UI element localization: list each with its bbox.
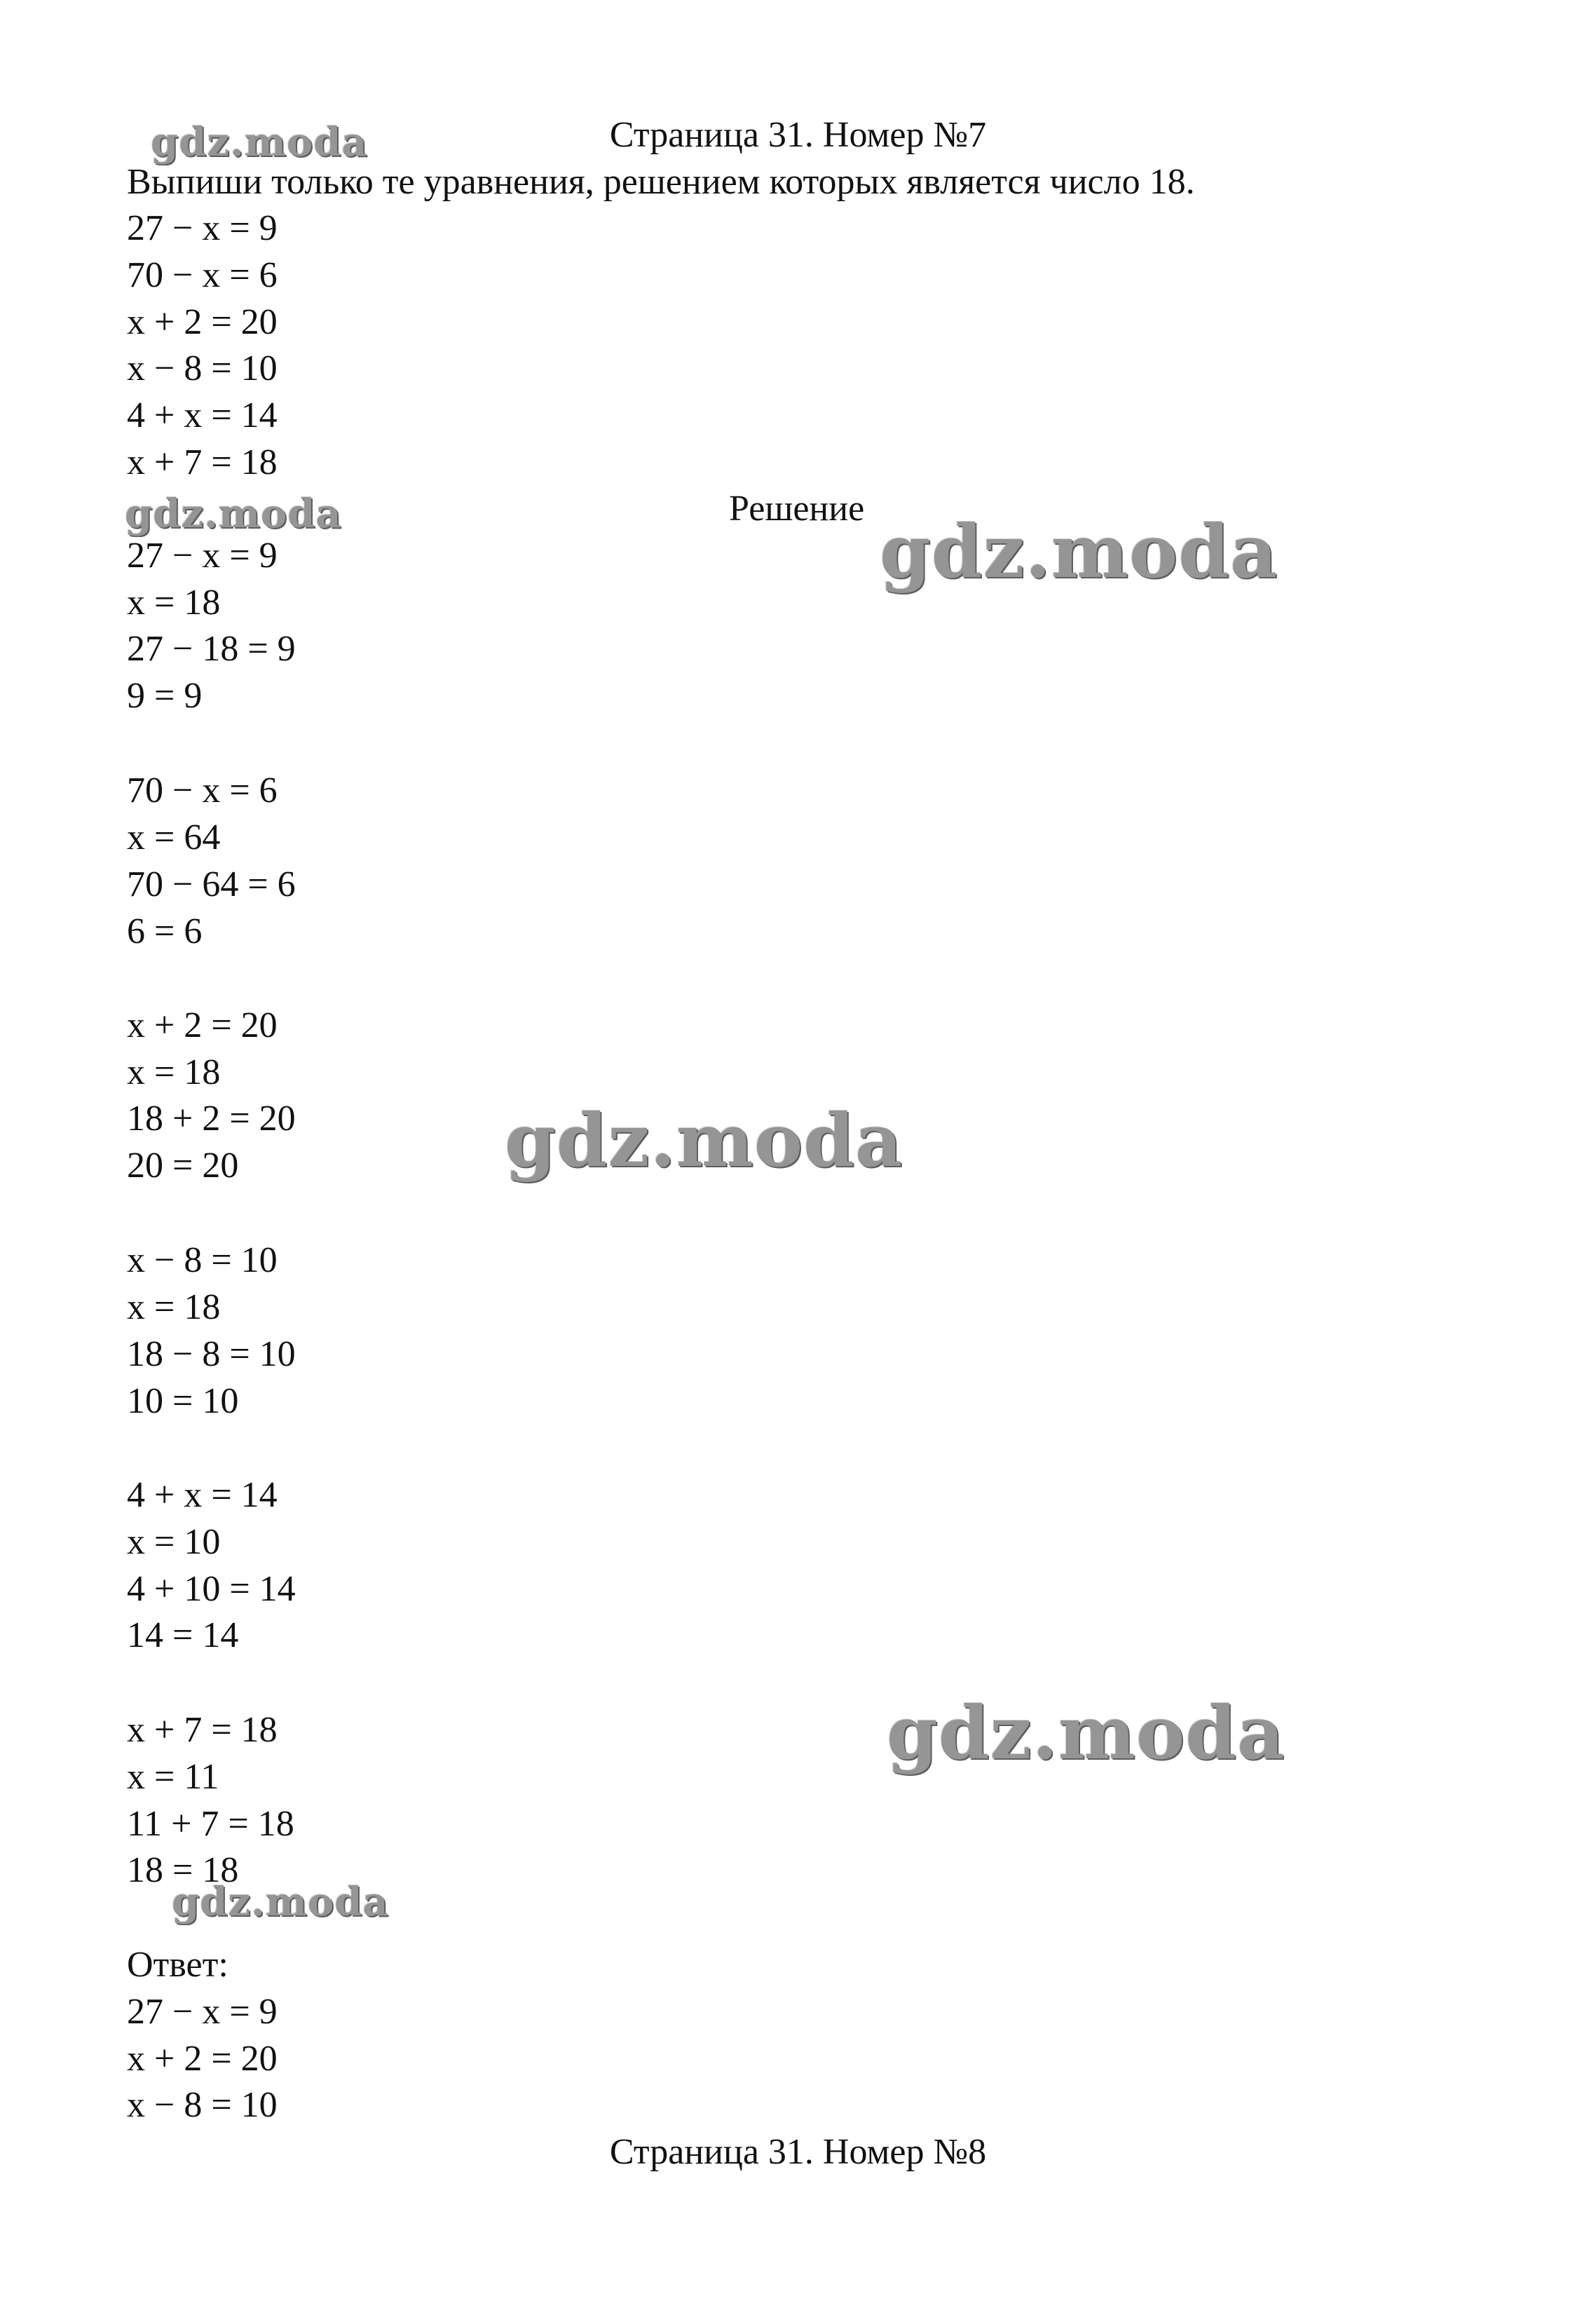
answer-line: x + 2 = 20 (127, 2039, 278, 2079)
answer-line: 27 − x = 9 (127, 1992, 278, 2032)
solution-line: 6 = 6 (127, 911, 203, 951)
watermark-logo: gdz.moda (887, 1690, 1285, 1776)
page-footer: Страница 31. Номер №8 (609, 2132, 987, 2172)
equation-line: 4 + x = 14 (127, 395, 278, 435)
solution-line: 70 − x = 6 (127, 770, 278, 810)
solution-line: 4 + x = 14 (127, 1475, 278, 1515)
solution-line: x = 18 (127, 1052, 221, 1092)
solution-line: 18 = 18 (127, 1850, 239, 1890)
solution-line: 10 = 10 (127, 1381, 239, 1421)
watermark-logo: gdz.moda (880, 508, 1278, 595)
equation-line: x + 7 = 18 (127, 442, 278, 482)
equation-line: x + 2 = 20 (127, 302, 278, 342)
equation-line: 70 − x = 6 (127, 255, 278, 295)
watermark-logo: gdz.moda (505, 1097, 903, 1183)
solution-line: 9 = 9 (127, 676, 203, 716)
page-header: Страница 31. Номер №7 (609, 115, 987, 155)
solution-line: 14 = 14 (127, 1615, 239, 1655)
solution-line: 70 − 64 = 6 (127, 864, 296, 904)
solution-line: x + 7 = 18 (127, 1710, 278, 1750)
solution-line: x + 2 = 20 (127, 1005, 278, 1045)
answer-line: x − 8 = 10 (127, 2085, 278, 2125)
solution-line: 18 − 8 = 10 (127, 1334, 296, 1374)
solution-line: 20 = 20 (127, 1146, 239, 1186)
solution-line: x = 11 (127, 1757, 219, 1797)
solution-line: x = 18 (127, 1287, 221, 1327)
solution-heading: Решение (729, 489, 865, 529)
answer-label: Ответ: (127, 1945, 229, 1985)
watermark-logo: gdz.moda (172, 1879, 389, 1925)
watermark-logo: gdz.moda (151, 119, 368, 165)
solution-line: x = 64 (127, 817, 221, 857)
solution-line: 11 + 7 = 18 (127, 1804, 294, 1844)
equation-line: x − 8 = 10 (127, 348, 278, 388)
equation-line: 27 − x = 9 (127, 208, 278, 248)
solution-line: x = 10 (127, 1522, 221, 1562)
solution-line: x − 8 = 10 (127, 1240, 278, 1280)
solution-line: 18 + 2 = 20 (127, 1099, 296, 1139)
solution-line: 27 − 18 = 9 (127, 629, 296, 669)
watermark-logo: gdz.moda (125, 491, 342, 537)
solution-line: 4 + 10 = 14 (127, 1569, 296, 1609)
solution-line: x = 18 (127, 583, 221, 623)
solution-line: 27 − x = 9 (127, 536, 278, 576)
task-text: Выпиши только те уравнения, решением которых является число 18. (127, 162, 1195, 202)
